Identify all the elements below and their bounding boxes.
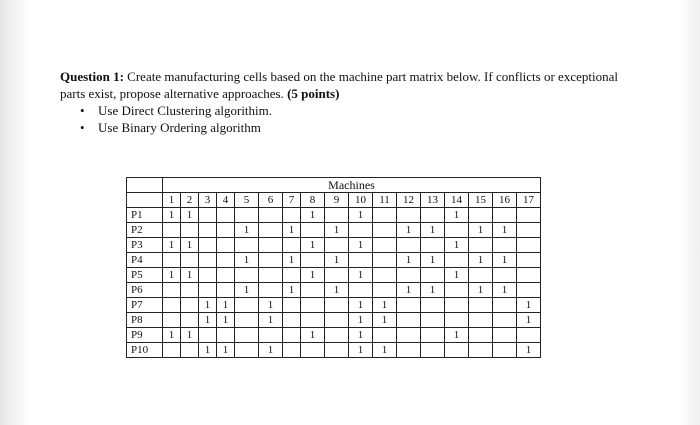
matrix-cell: 1	[349, 313, 373, 328]
matrix-cell	[349, 283, 373, 298]
matrix-cell	[217, 283, 235, 298]
matrix-cell	[325, 238, 349, 253]
matrix-cell	[325, 328, 349, 343]
matrix-cell	[325, 343, 349, 358]
part-label-cell: P1	[127, 208, 163, 223]
bullet-text: Use Binary Ordering algorithm	[98, 120, 261, 135]
matrix-cell	[283, 268, 301, 283]
matrix-cell	[301, 298, 325, 313]
matrix-cell	[469, 208, 493, 223]
matrix-cell	[445, 223, 469, 238]
matrix-cell: 1	[373, 343, 397, 358]
matrix-cell	[517, 328, 541, 343]
matrix-cell: 1	[493, 223, 517, 238]
matrix-cell	[217, 208, 235, 223]
matrix-cell: 1	[217, 343, 235, 358]
machine-number-cell: 17	[517, 193, 541, 208]
matrix-cell	[283, 343, 301, 358]
part-label-cell: P7	[127, 298, 163, 313]
question-label: Question 1:	[60, 69, 124, 84]
matrix-cell	[517, 283, 541, 298]
matrix-cell	[445, 298, 469, 313]
part-label-cell: P10	[127, 343, 163, 358]
machine-number-cell: 14	[445, 193, 469, 208]
matrix-cell	[163, 253, 181, 268]
matrix-cell: 1	[469, 253, 493, 268]
matrix-cell	[217, 253, 235, 268]
machine-number-cell: 2	[181, 193, 199, 208]
matrix-cell	[301, 283, 325, 298]
matrix-cell: 1	[349, 328, 373, 343]
matrix-cell	[235, 328, 259, 343]
matrix-cell: 1	[493, 283, 517, 298]
part-label-cell: P6	[127, 283, 163, 298]
matrix-cell: 1	[421, 283, 445, 298]
matrix-cell: 1	[199, 298, 217, 313]
matrix-cell	[373, 223, 397, 238]
matrix-cell	[397, 343, 421, 358]
matrix-cell	[259, 328, 283, 343]
matrix-cell	[421, 328, 445, 343]
matrix-cell	[469, 238, 493, 253]
matrix-cell: 1	[349, 208, 373, 223]
matrix-cell: 1	[163, 268, 181, 283]
matrix-cell	[181, 223, 199, 238]
machine-number-cell: 6	[259, 193, 283, 208]
matrix-cell: 1	[301, 238, 325, 253]
matrix-cell	[181, 298, 199, 313]
machine-part-matrix	[126, 177, 541, 358]
corner-cell	[127, 178, 163, 193]
matrix-cell: 1	[445, 208, 469, 223]
machines-title-row	[127, 178, 541, 193]
matrix-cell	[421, 238, 445, 253]
matrix-cell	[469, 298, 493, 313]
matrix-cell	[235, 343, 259, 358]
matrix-cell	[181, 313, 199, 328]
table-row	[127, 298, 541, 313]
matrix-cell	[181, 253, 199, 268]
machine-number-cell: 10	[349, 193, 373, 208]
matrix-cell	[217, 328, 235, 343]
matrix-cell	[493, 268, 517, 283]
matrix-cell: 1	[325, 223, 349, 238]
machine-number-cell: 11	[373, 193, 397, 208]
matrix-cell	[397, 268, 421, 283]
part-label-cell: P9	[127, 328, 163, 343]
matrix-cell	[217, 268, 235, 283]
matrix-cell	[445, 313, 469, 328]
matrix-cell	[199, 238, 217, 253]
matrix-cell	[397, 238, 421, 253]
machine-number-cell: 9	[325, 193, 349, 208]
list-item	[60, 119, 620, 136]
matrix-cell: 1	[283, 223, 301, 238]
matrix-cell: 1	[325, 283, 349, 298]
machine-number-cell: 16	[493, 193, 517, 208]
matrix-cell: 1	[349, 298, 373, 313]
matrix-cell	[517, 223, 541, 238]
matrix-cell: 1	[493, 253, 517, 268]
matrix-cell	[235, 238, 259, 253]
matrix-cell: 1	[301, 208, 325, 223]
bullet-text: Use Direct Clustering algorithim.	[98, 103, 273, 118]
list-item	[60, 102, 620, 119]
matrix-cell	[259, 223, 283, 238]
matrix-cell: 1	[397, 253, 421, 268]
page-shadow-left	[0, 0, 30, 425]
table-row	[127, 283, 541, 298]
matrix-cell	[163, 223, 181, 238]
machine-number-cell: 8	[301, 193, 325, 208]
matrix-cell	[181, 283, 199, 298]
matrix-cell	[493, 343, 517, 358]
matrix-cell: 1	[301, 328, 325, 343]
matrix-cell	[469, 343, 493, 358]
matrix-cell	[493, 238, 517, 253]
matrix-cell: 1	[445, 238, 469, 253]
matrix-cell: 1	[445, 268, 469, 283]
matrix-cell: 1	[349, 238, 373, 253]
matrix-cell	[373, 328, 397, 343]
question-block	[60, 68, 620, 136]
part-label-cell: P5	[127, 268, 163, 283]
question-paragraph	[60, 68, 620, 102]
matrix-cell: 1	[163, 238, 181, 253]
matrix-cell	[217, 238, 235, 253]
matrix-cell: 1	[283, 253, 301, 268]
bullet-icon: •	[80, 103, 85, 118]
matrix-cell	[283, 208, 301, 223]
matrix-cell: 1	[421, 253, 445, 268]
matrix-cell	[421, 343, 445, 358]
machine-number-row	[127, 193, 541, 208]
machine-number-cell: 15	[469, 193, 493, 208]
matrix-cell	[199, 268, 217, 283]
matrix-cell	[469, 313, 493, 328]
matrix-cell: 1	[283, 283, 301, 298]
matrix-cell	[325, 268, 349, 283]
matrix-cell	[325, 313, 349, 328]
matrix-cell: 1	[235, 253, 259, 268]
matrix-cell	[373, 208, 397, 223]
matrix-cell: 1	[469, 223, 493, 238]
matrix-cell: 1	[325, 253, 349, 268]
matrix-cell	[493, 328, 517, 343]
matrix-cell	[283, 313, 301, 328]
matrix-cell: 1	[349, 268, 373, 283]
matrix-cell: 1	[259, 298, 283, 313]
instruction-list	[60, 102, 620, 136]
table-row	[127, 208, 541, 223]
matrix-cell	[325, 298, 349, 313]
matrix-cell: 1	[217, 313, 235, 328]
question-text: Create manufacturing cells based on the machine part matrix below. If conflicts or exceptional parts exist, propose alternative approaches.	[60, 69, 618, 101]
matrix-cell	[235, 313, 259, 328]
matrix-cell: 1	[199, 343, 217, 358]
matrix-cell	[445, 283, 469, 298]
matrix-cell	[469, 328, 493, 343]
machine-number-cell: 3	[199, 193, 217, 208]
matrix-cell	[445, 253, 469, 268]
matrix-cell	[283, 238, 301, 253]
matrix-cell	[445, 343, 469, 358]
matrix-cell	[199, 223, 217, 238]
corner-cell	[127, 193, 163, 208]
matrix-cell	[199, 208, 217, 223]
matrix-cell: 1	[373, 313, 397, 328]
matrix-cell: 1	[181, 268, 199, 283]
table-row	[127, 343, 541, 358]
matrix-cell	[301, 223, 325, 238]
matrix-cell	[163, 343, 181, 358]
machine-number-cell: 13	[421, 193, 445, 208]
matrix-cell: 1	[235, 283, 259, 298]
matrix-cell	[235, 208, 259, 223]
matrix-cell	[517, 238, 541, 253]
machine-number-cell: 5	[235, 193, 259, 208]
matrix-cell	[517, 268, 541, 283]
matrix-cell: 1	[199, 313, 217, 328]
matrix-cell: 1	[235, 223, 259, 238]
matrix-cell	[517, 253, 541, 268]
matrix-cell	[163, 298, 181, 313]
matrix-cell	[259, 238, 283, 253]
matrix-cell	[493, 208, 517, 223]
matrix-cell	[397, 313, 421, 328]
table-row	[127, 238, 541, 253]
matrix-cell	[235, 298, 259, 313]
table-row	[127, 313, 541, 328]
matrix-cell: 1	[181, 328, 199, 343]
matrix-cell	[235, 268, 259, 283]
matrix-cell	[217, 223, 235, 238]
matrix-cell	[397, 208, 421, 223]
matrix-cell	[301, 313, 325, 328]
matrix-cell	[259, 283, 283, 298]
table-row	[127, 253, 541, 268]
matrix-cell	[259, 253, 283, 268]
matrix-cell	[199, 253, 217, 268]
matrix-cell	[301, 343, 325, 358]
part-label-cell: P8	[127, 313, 163, 328]
matrix-cell	[373, 238, 397, 253]
matrix-cell: 1	[397, 283, 421, 298]
matrix-cell	[259, 208, 283, 223]
matrix-cell	[469, 268, 493, 283]
matrix-cell	[421, 313, 445, 328]
matrix-cell	[163, 313, 181, 328]
matrix-cell	[349, 223, 373, 238]
part-label-cell: P3	[127, 238, 163, 253]
matrix-cell	[373, 268, 397, 283]
matrix-cell	[493, 298, 517, 313]
table-row	[127, 223, 541, 238]
matrix-cell: 1	[517, 313, 541, 328]
matrix-cell	[199, 283, 217, 298]
matrix-cell	[421, 298, 445, 313]
question-points: (5 points)	[287, 86, 340, 101]
matrix-cell: 1	[259, 343, 283, 358]
matrix-cell	[397, 328, 421, 343]
matrix-cell: 1	[163, 208, 181, 223]
matrix-cell	[163, 283, 181, 298]
matrix-cell: 1	[217, 298, 235, 313]
matrix-cell	[259, 268, 283, 283]
matrix-cell: 1	[517, 343, 541, 358]
matrix-cell	[373, 283, 397, 298]
matrix-cell	[421, 208, 445, 223]
matrix-cell: 1	[373, 298, 397, 313]
bullet-icon: •	[80, 120, 85, 135]
machine-number-cell: 12	[397, 193, 421, 208]
matrix-cell	[199, 328, 217, 343]
matrix-cell	[373, 253, 397, 268]
matrix-cell	[283, 298, 301, 313]
matrix-cell: 1	[421, 223, 445, 238]
machines-header: Machines	[163, 178, 541, 193]
table-row	[127, 328, 541, 343]
matrix-cell: 1	[469, 283, 493, 298]
matrix-cell: 1	[445, 328, 469, 343]
matrix-cell: 1	[259, 313, 283, 328]
matrix-cell	[397, 298, 421, 313]
matrix-cell: 1	[349, 343, 373, 358]
machine-number-cell: 4	[217, 193, 235, 208]
part-label-cell: P4	[127, 253, 163, 268]
matrix-cell	[301, 253, 325, 268]
matrix-cell	[349, 253, 373, 268]
part-label-cell: P2	[127, 223, 163, 238]
matrix-cell	[517, 208, 541, 223]
matrix-cell	[325, 208, 349, 223]
page-shadow-right	[678, 0, 700, 425]
matrix-cell: 1	[181, 208, 199, 223]
matrix-cell: 1	[301, 268, 325, 283]
matrix-cell	[421, 268, 445, 283]
machine-number-cell: 7	[283, 193, 301, 208]
table-row	[127, 268, 541, 283]
matrix-cell	[493, 313, 517, 328]
matrix-cell: 1	[163, 328, 181, 343]
matrix-cell: 1	[517, 298, 541, 313]
matrix-cell: 1	[181, 238, 199, 253]
machine-number-cell: 1	[163, 193, 181, 208]
matrix-cell	[283, 328, 301, 343]
matrix-cell	[181, 343, 199, 358]
matrix-cell: 1	[397, 223, 421, 238]
